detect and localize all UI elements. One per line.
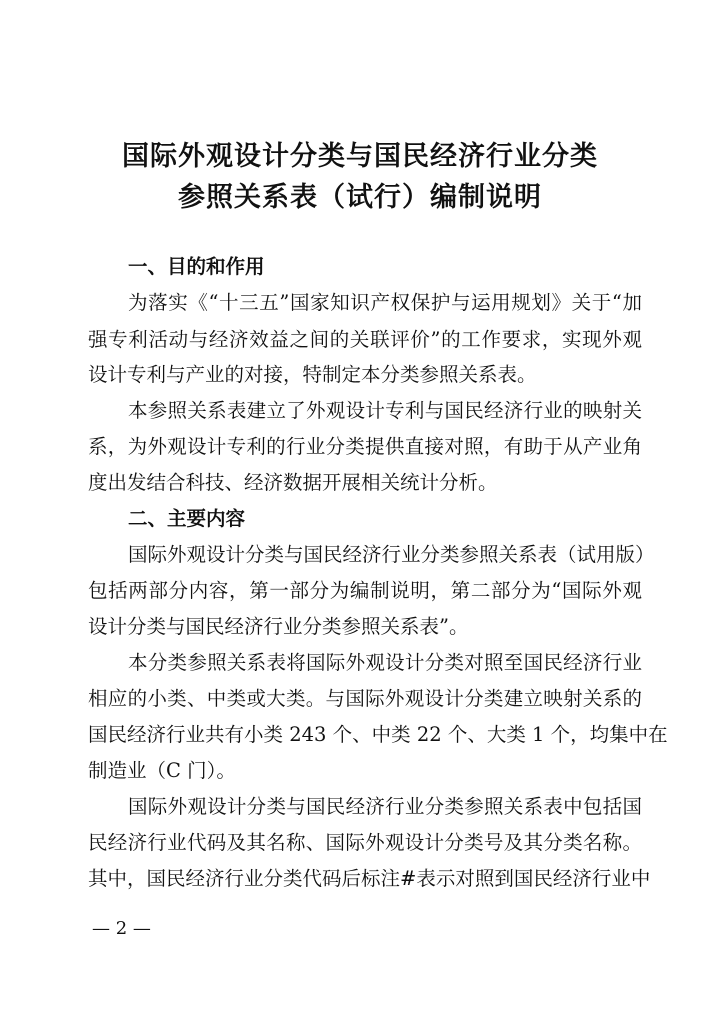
paragraph-line: 包括两部分内容，第一部分为编制说明，第二部分为“国际外观 bbox=[88, 579, 642, 602]
paragraph-line: 本分类参照关系表将国际外观设计分类对照至国民经济行业 bbox=[128, 651, 642, 674]
paragraph-line: 设计专利与产业的对接，特制定本分类参照关系表。 bbox=[88, 363, 537, 386]
paragraph-line: 为落实《“十三五”国家知识产权保护与运用规划》关于“加 bbox=[128, 291, 642, 314]
document-title-line-2: 参照关系表（试行）编制说明 bbox=[178, 182, 542, 213]
page-number: — 2 — bbox=[92, 918, 151, 939]
paragraph-line: 系，为外观设计专利的行业分类提供直接对照，有助于从产业角 bbox=[88, 435, 642, 458]
paragraph-line: 本参照关系表建立了外观设计专利与国民经济行业的映射关 bbox=[128, 399, 642, 422]
paragraph-line: 设计分类与国民经济行业分类参照关系表”。 bbox=[88, 615, 469, 638]
paragraph-line: 国民经济行业共有小类 243 个、中类 22 个、大类 1 个，均集中在 bbox=[88, 723, 668, 746]
section-heading-content: 二、主要内容 bbox=[128, 507, 246, 530]
paragraph-line: 相应的小类、中类或大类。与国际外观设计分类建立映射关系的 bbox=[88, 687, 642, 710]
paragraph-line: 其中，国民经济行业分类代码后标注#表示对照到国民经济行业中 bbox=[88, 867, 651, 890]
paragraph-line: 制造业（C 门）。 bbox=[88, 759, 236, 782]
section-heading-purpose: 一、目的和作用 bbox=[128, 255, 265, 278]
paragraph-line: 民经济行业代码及其名称、国际外观设计分类号及其分类名称。 bbox=[88, 831, 642, 854]
document-title-line-1: 国际外观设计分类与国民经济行业分类 bbox=[122, 141, 598, 172]
paragraph-line: 国际外观设计分类与国民经济行业分类参照关系表（试用版） bbox=[128, 543, 655, 566]
paragraph-line: 度出发结合科技、经济数据开展相关统计分析。 bbox=[88, 471, 498, 494]
paragraph-line: 强专利活动与经济效益之间的关联评价”的工作要求，实现外观 bbox=[88, 328, 642, 351]
paragraph-line: 国际外观设计分类与国民经济行业分类参照关系表中包括国 bbox=[128, 795, 642, 818]
